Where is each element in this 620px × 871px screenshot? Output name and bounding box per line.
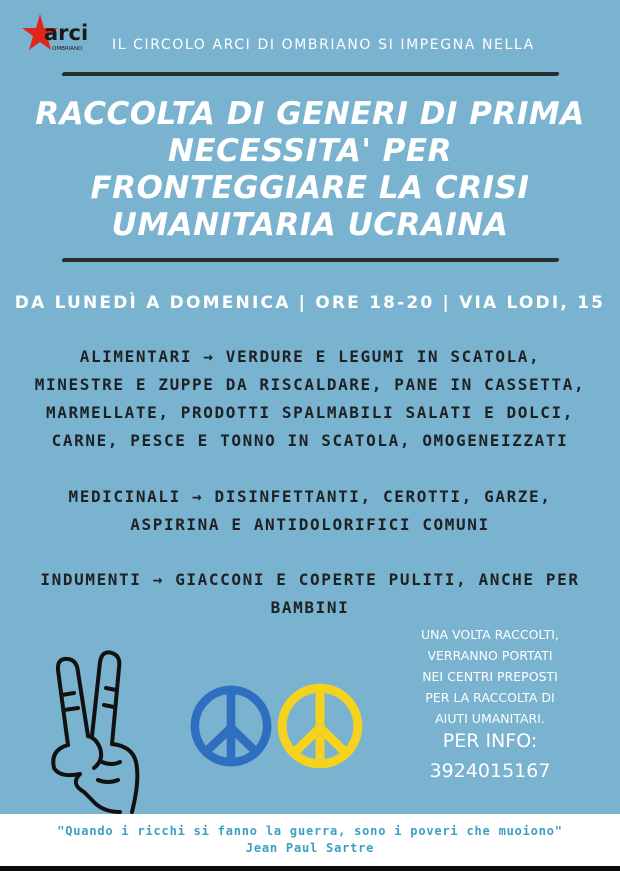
schedule-line: DA LUNEDÌ A DOMENICA | ORE 18-20 | VIA LODI, 15 bbox=[14, 293, 606, 313]
title-line: NECESSITA' PER bbox=[168, 133, 452, 169]
title-line: FRONTEGGIARE LA CRISI bbox=[90, 170, 530, 206]
clothing-line: INDUMENTI → GIACCONI E COPERTE PULITI, ANCHE PER bbox=[40, 570, 580, 589]
food-line: ALIMENTARI → VERDURE E LEGUMI IN SCATOLA, bbox=[79, 347, 541, 366]
food-line: MARMELLATE, PRODOTTI SPALMABILI SALATI E DOLCI, bbox=[46, 403, 574, 422]
phone-number: 3924015167 bbox=[429, 760, 551, 782]
logo-subtext: OMBRIANO bbox=[52, 46, 83, 52]
peace-symbol-yellow-icon bbox=[275, 681, 365, 771]
brush-divider-top bbox=[61, 72, 559, 76]
poster-title bbox=[30, 96, 590, 244]
info-line: PER LA RACCOLTA DI bbox=[425, 690, 555, 705]
info-line: VERRANNO PORTATI bbox=[427, 648, 553, 663]
food-line: CARNE, PESCE E TONNO IN SCATOLA, OMOGENEIZZATI bbox=[51, 431, 569, 450]
brush-divider-bottom bbox=[61, 258, 559, 262]
bottom-border bbox=[0, 866, 620, 871]
info-text bbox=[415, 624, 565, 729]
header-line: IL CIRCOLO ARCI DI OMBRIANO SI IMPEGNA NELLA bbox=[112, 37, 535, 53]
medicine-category bbox=[10, 483, 610, 539]
food-category bbox=[10, 343, 610, 455]
medicine-line: MEDICINALI → DISINFETTANTI, CEROTTI, GARZE, bbox=[68, 487, 552, 506]
quote-footer bbox=[0, 814, 620, 866]
info-label: PER INFO: bbox=[442, 730, 538, 752]
info-line: AIUTI UMANITARI. bbox=[435, 711, 545, 726]
peace-hand-icon bbox=[40, 650, 160, 815]
info-line: UNA VOLTA RACCOLTI, bbox=[421, 627, 559, 642]
arci-logo bbox=[22, 12, 102, 62]
clothing-category bbox=[10, 566, 610, 622]
medicine-line: ASPIRINA E ANTIDOLORIFICI COMUNI bbox=[130, 515, 490, 534]
title-line: UMANITARIA UCRAINA bbox=[111, 207, 509, 243]
title-line: RACCOLTA DI GENERI DI PRIMA bbox=[35, 96, 585, 132]
logo-text: arci bbox=[44, 21, 89, 45]
info-line: NEI CENTRI PREPOSTI bbox=[422, 669, 558, 684]
peace-symbol-blue-icon bbox=[188, 683, 274, 769]
food-line: MINESTRE E ZUPPE DA RISCALDARE, PANE IN CASSETTA, bbox=[34, 375, 586, 394]
quote-author: Jean Paul Sartre bbox=[245, 841, 375, 855]
sartre-quote: "Quando i ricchi si fanno la guerra, sono i poveri che muoiono" bbox=[57, 824, 563, 838]
clothing-line: BAMBINI bbox=[270, 598, 350, 617]
